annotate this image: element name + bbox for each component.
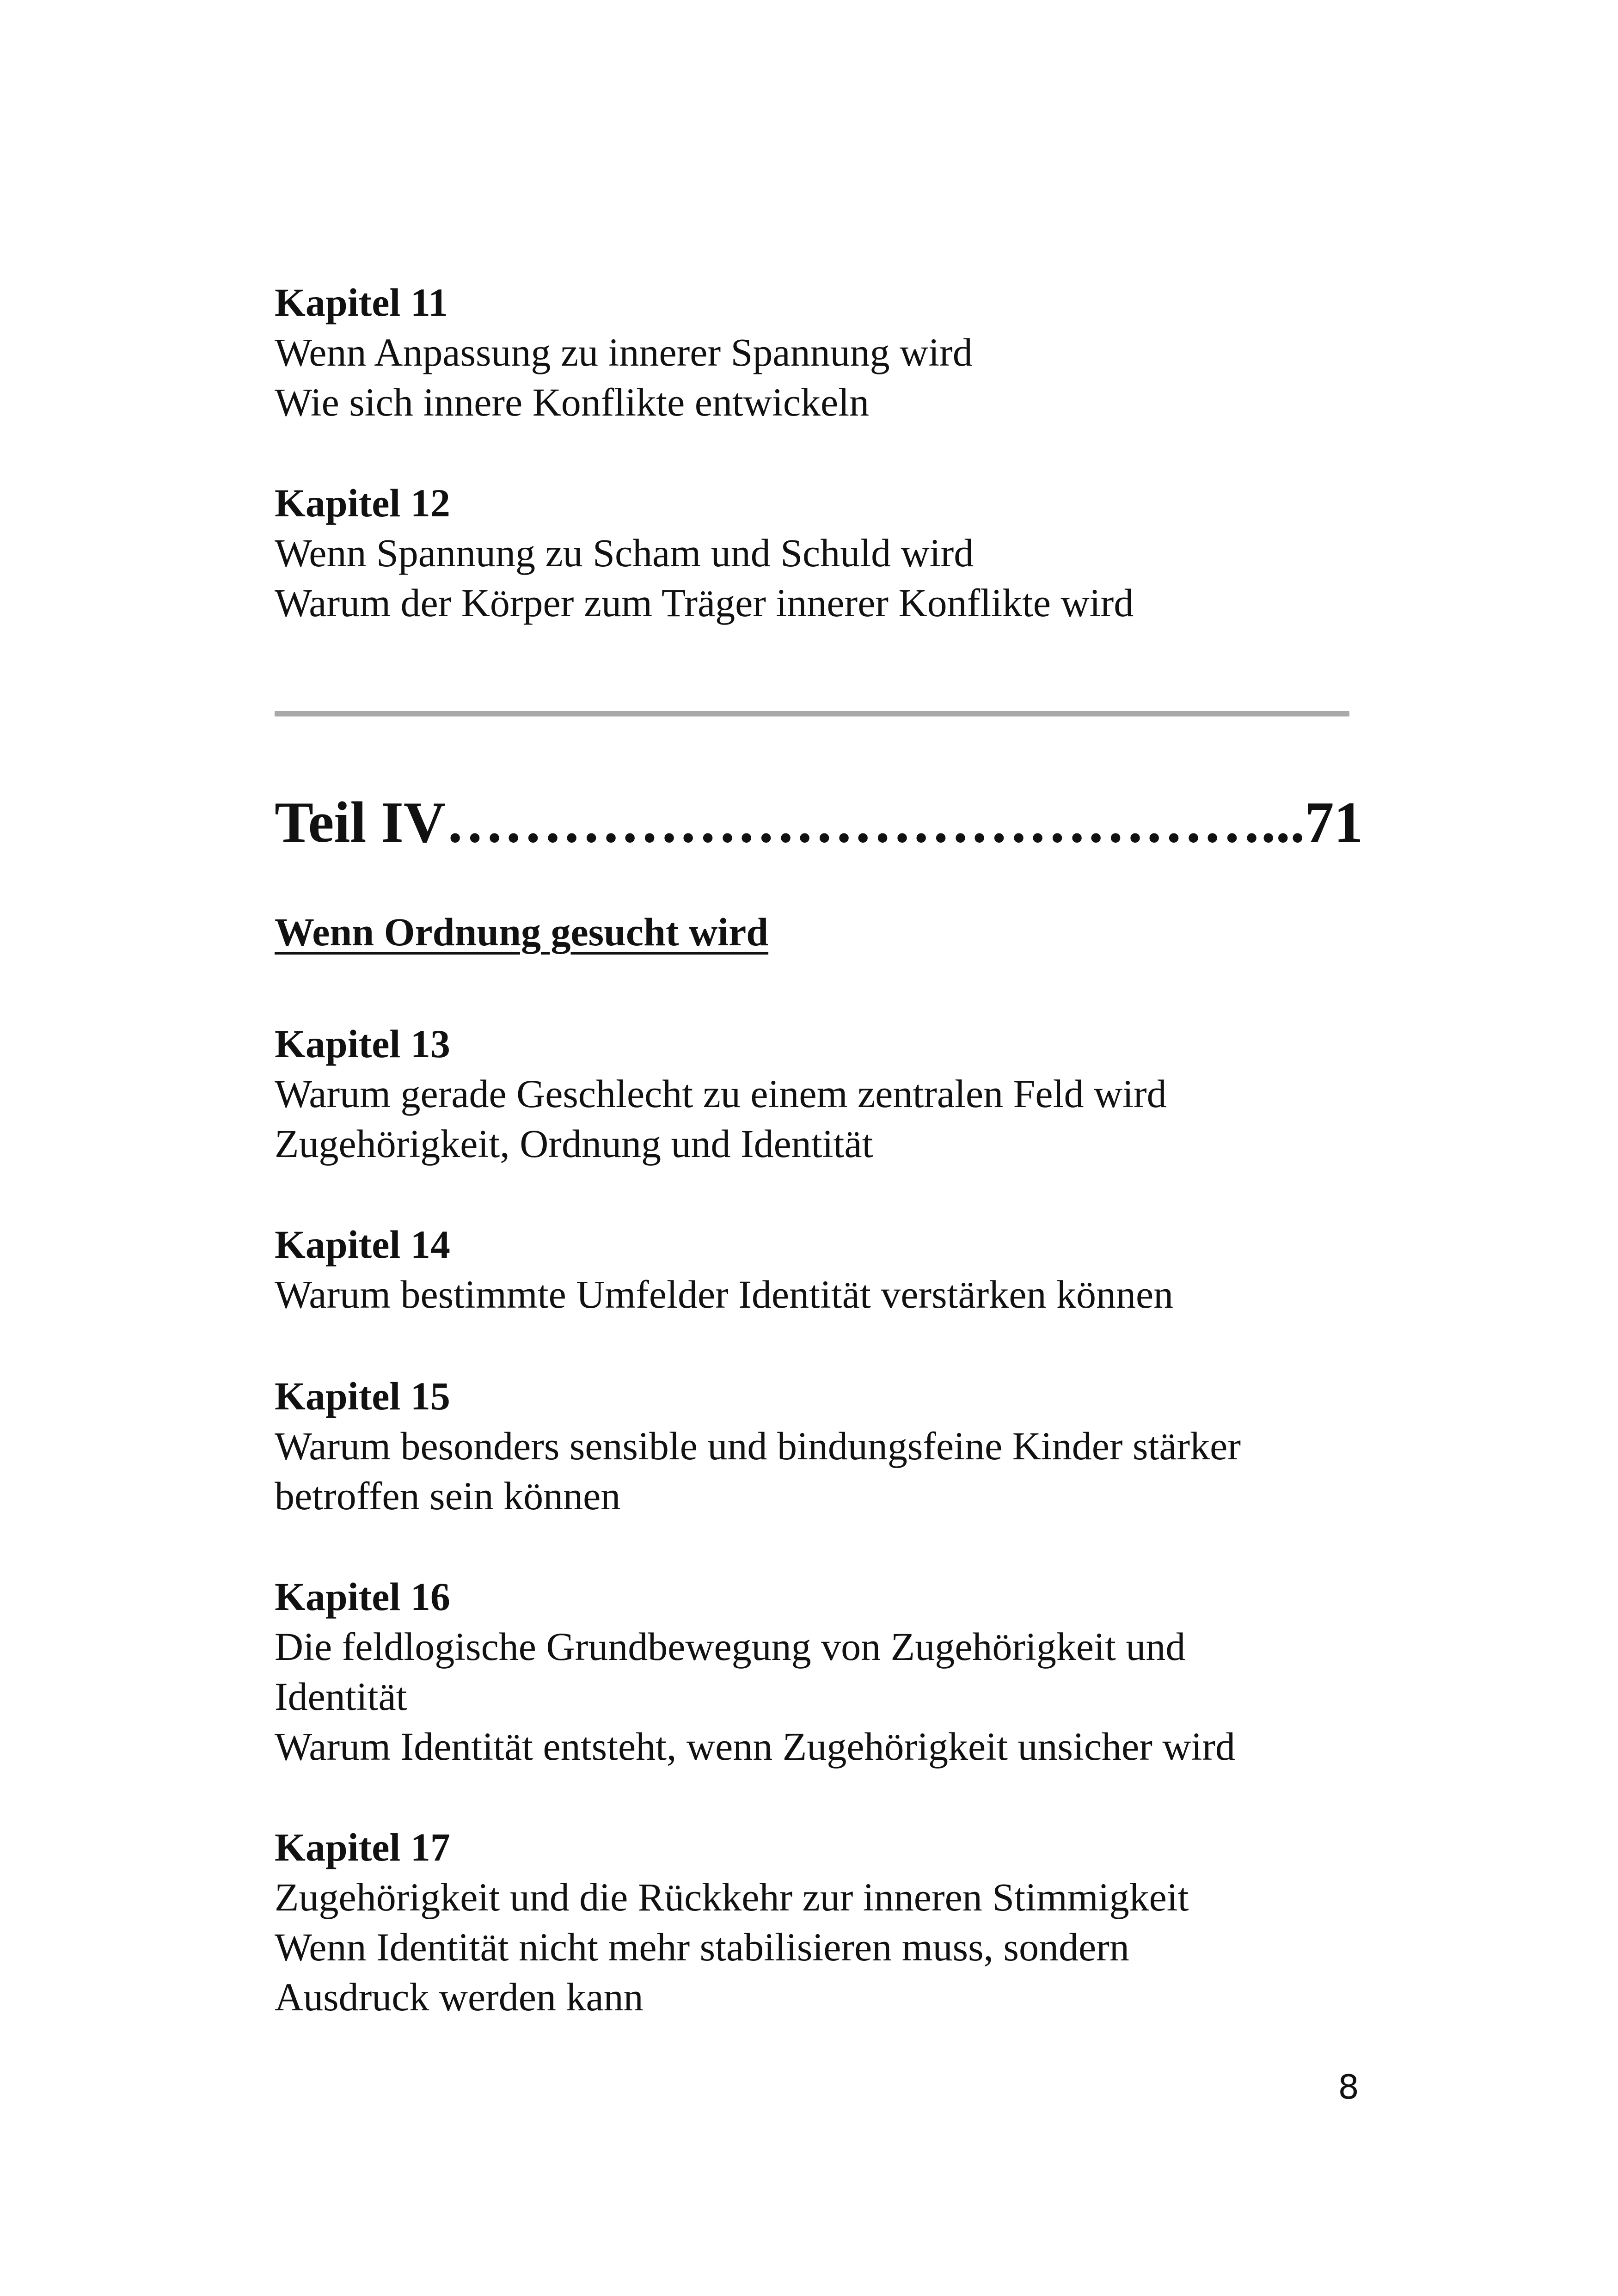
chapter-title: Kapitel 16	[275, 1574, 450, 1619]
chapter-11-entry	[275, 277, 1384, 427]
chapter-title: Kapitel 12	[275, 481, 450, 525]
chapter-line: Warum gerade Geschlecht zu einem zentralen Feld wird	[275, 1071, 1167, 1116]
chapter-title: Kapitel 14	[275, 1222, 450, 1267]
chapter-line: Wenn Spannung zu Scham und Schuld wird	[275, 531, 974, 575]
chapter-17-entry	[275, 1822, 1384, 2022]
part-heading: Teil IV……………………………………...71	[275, 790, 1363, 855]
chapter-line: betroffen sein können	[275, 1474, 621, 1518]
chapter-line: Wenn Anpassung zu innerer Spannung wird	[275, 330, 973, 374]
chapter-line: Die feldlogische Grundbewegung von Zugehörigkeit und	[275, 1624, 1186, 1669]
chapter-13-entry	[275, 1019, 1384, 1169]
chapter-line: Identität	[275, 1674, 407, 1719]
chapter-14-entry	[275, 1219, 1384, 1319]
chapter-title: Kapitel 11	[275, 280, 448, 325]
chapter-title: Kapitel 13	[275, 1022, 450, 1066]
chapter-title: Kapitel 15	[275, 1374, 450, 1418]
chapter-16-entry	[275, 1572, 1384, 1771]
chapter-line: Warum Identität entsteht, wenn Zugehörigkeit unsicher wird	[275, 1724, 1235, 1769]
chapter-line: Zugehörigkeit und die Rückkehr zur inneren Stimmigkeit	[275, 1875, 1189, 1919]
page-number: 8	[1338, 2068, 1359, 2106]
chapter-line: Warum besonders sensible und bindungsfeine Kinder stärker	[275, 1424, 1241, 1468]
chapter-line: Ausdruck werden kann	[275, 1975, 644, 2019]
section-divider	[275, 711, 1349, 716]
chapter-title: Kapitel 17	[275, 1825, 450, 1869]
chapter-line: Wenn Identität nicht mehr stabilisieren muss, sondern	[275, 1925, 1129, 1969]
chapter-line: Wie sich innere Konflikte entwickeln	[275, 380, 870, 424]
chapter-line: Zugehörigkeit, Ordnung und Identität	[275, 1121, 873, 1166]
chapter-line: Warum bestimmte Umfelder Identität verstärken können	[275, 1272, 1174, 1316]
part-subtitle: Wenn Ordnung gesucht wird	[275, 910, 769, 954]
chapter-line: Warum der Körper zum Träger innerer Konflikte wird	[275, 581, 1134, 625]
chapter-15-entry	[275, 1371, 1384, 1521]
chapter-12-entry	[275, 478, 1384, 628]
